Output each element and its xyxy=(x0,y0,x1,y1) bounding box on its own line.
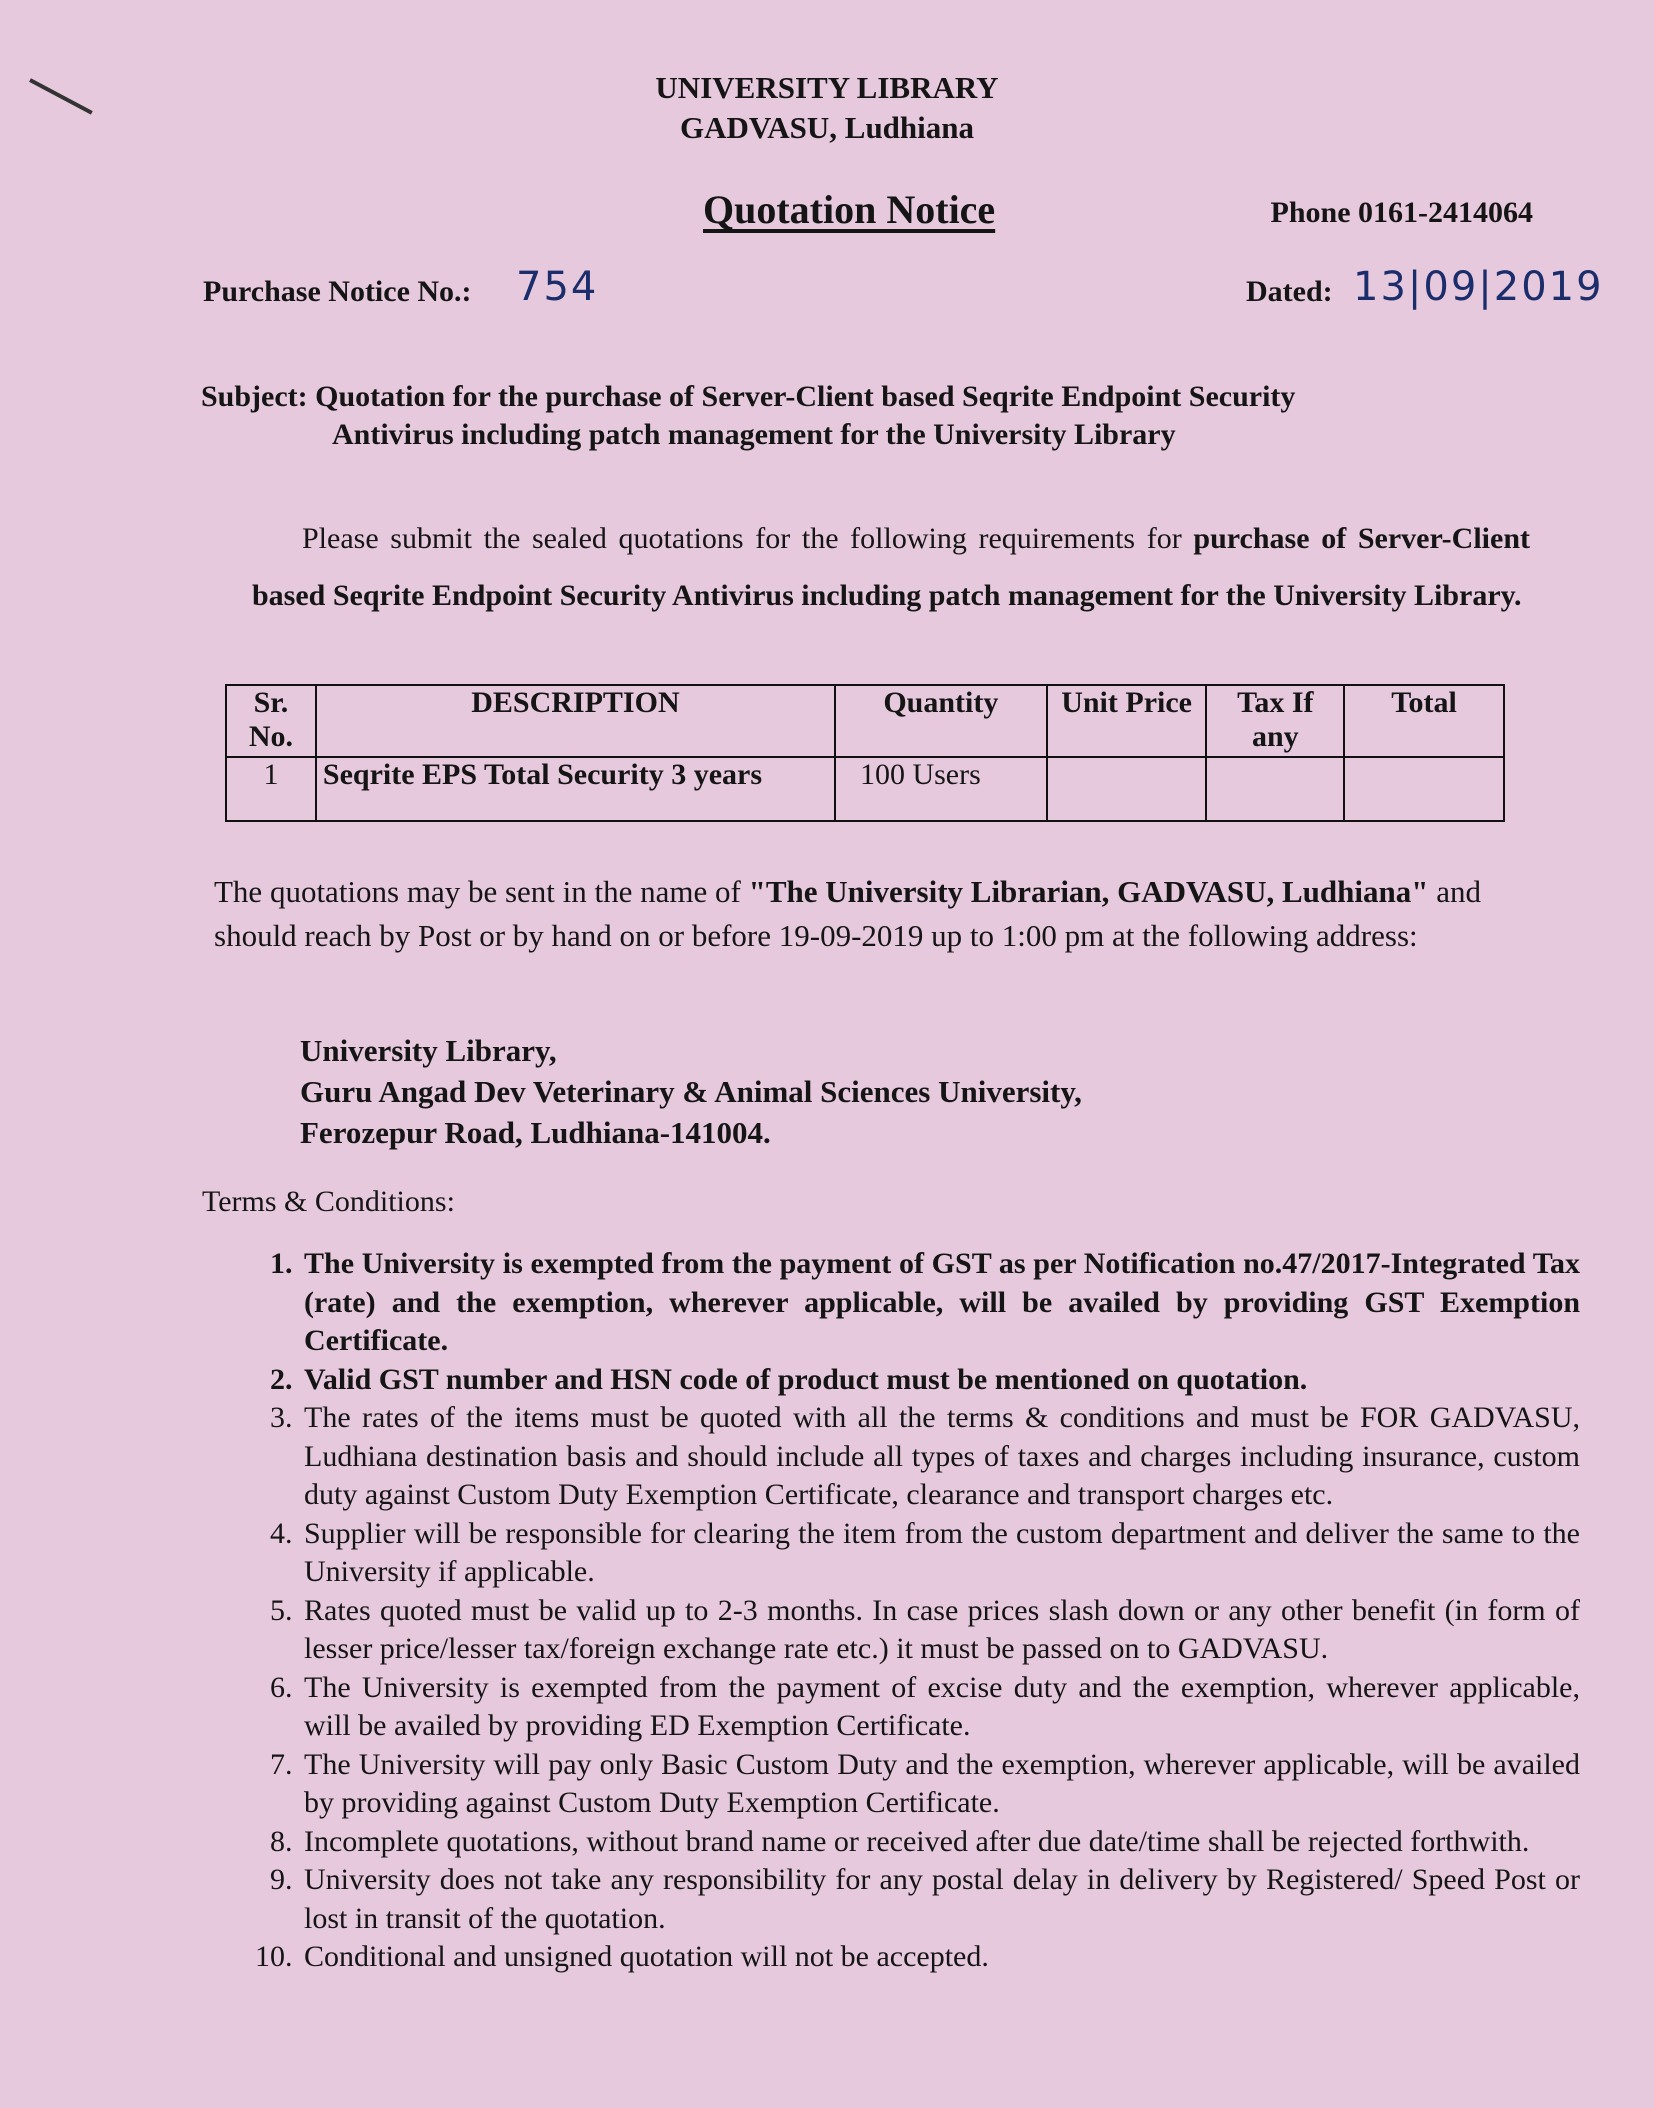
submission-addressee: "The University Librarian, GADVASU, Ludhiana" xyxy=(748,874,1429,909)
table-header-row xyxy=(226,685,1504,757)
purchase-notice-number: 754 xyxy=(516,264,599,310)
address-line-3: Ferozepur Road, Ludhiana-141004. xyxy=(300,1115,771,1150)
dated-label: Dated: xyxy=(1246,275,1333,308)
requirements-table xyxy=(225,684,1505,822)
submission-text-1: The quotations may be sent in the name of xyxy=(214,874,749,909)
org-name: UNIVERSITY LIBRARY xyxy=(655,70,999,105)
list-item: 4. Supplier will be responsible for clearing the item from the custom department and deliver the same to the University if applicable. xyxy=(300,1515,1580,1592)
purchase-notice-label: Purchase Notice No.: xyxy=(203,275,472,308)
cell-description: Seqrite EPS Total Security 3 years xyxy=(316,757,835,821)
cell-sr: 1 xyxy=(226,757,316,821)
phone-number: Phone 0161-2414064 xyxy=(1270,196,1533,229)
terms-list xyxy=(250,1245,1580,1977)
list-item: 1. The University is exempted from the payment of GST as per Notification no.47/2017-Integrated Tax (rate) and the exemption, wherever applicable, will be availed by providing GST Exemption Certificate. xyxy=(300,1245,1580,1361)
submission-text-2: and should reach by Post or by hand on or before 19-09-2019 up to 1:00 pm at the following address: xyxy=(214,874,1481,953)
org-location: GADVASU, Ludhiana xyxy=(679,110,975,145)
col-tax: Tax If any xyxy=(1206,685,1344,757)
subject xyxy=(201,378,1461,454)
submission-instructions xyxy=(214,870,1534,958)
list-item: 10. Conditional and unsigned quotation will not be accepted. xyxy=(300,1938,1580,1977)
cell-quantity: 100 Users xyxy=(835,757,1047,821)
list-item: 6. The University is exempted from the payment of excise duty and the exemption, wherever applicable, will be availed by providing ED Exemption Certificate. xyxy=(300,1669,1580,1746)
list-item: 5. Rates quoted must be valid up to 2-3 months. In case prices slash down or any other benefit (in form of lesser price/lesser tax/foreign exchange rate etc.) it must be passed on to GADVASU. xyxy=(300,1592,1580,1669)
dated-value: 13|09|2019 xyxy=(1353,264,1604,310)
table-row xyxy=(226,757,1504,821)
page-title: Quotation Notice xyxy=(703,187,996,232)
address-block xyxy=(300,1030,1082,1153)
intro-bold-text: purchase of Server-Client based Seqrite Endpoint Security Antivirus including patch management for the University Library. xyxy=(252,522,1530,612)
col-description: DESCRIPTION xyxy=(316,685,835,757)
col-sr-no: Sr. No. xyxy=(226,685,316,757)
col-unit-price: Unit Price xyxy=(1047,685,1207,757)
terms-heading: Terms & Conditions: xyxy=(202,1185,455,1218)
cell-unit-price xyxy=(1047,757,1207,821)
address-line-2: Guru Angad Dev Veterinary & Animal Sciences University, xyxy=(300,1074,1082,1109)
col-total: Total xyxy=(1344,685,1504,757)
list-item: 7. The University will pay only Basic Custom Duty and the exemption, wherever applicable, will be availed by providing against Custom Duty Exemption Certificate. xyxy=(300,1746,1580,1823)
address-line-1: University Library, xyxy=(300,1033,557,1068)
cell-tax xyxy=(1206,757,1344,821)
subject-line-1: Subject: Quotation for the purchase of Server-Client based Seqrite Endpoint Security xyxy=(201,380,1296,413)
intro-paragraph xyxy=(252,510,1530,624)
list-item: 2. Valid GST number and HSN code of product must be mentioned on quotation. xyxy=(300,1361,1580,1400)
col-quantity: Quantity xyxy=(835,685,1047,757)
list-item: 8. Incomplete quotations, without brand name or received after due date/time shall be rejected forthwith. xyxy=(300,1823,1580,1862)
intro-text: Please submit the sealed quotations for the following requirements for xyxy=(302,522,1182,555)
list-item: 3. The rates of the items must be quoted with all the terms & conditions and must be FOR GADVASU, Ludhiana destination basis and should include all types of taxes and charges including insurance, custom duty against Custom Duty Exemption Certificate, clearance and transport charges etc. xyxy=(300,1399,1580,1515)
list-item: 9. University does not take any responsibility for any postal delay in delivery by Registered/ Speed Post or lost in transit of the quotation. xyxy=(300,1861,1580,1938)
subject-line-2: Antivirus including patch management for the University Library xyxy=(332,418,1176,451)
cell-total xyxy=(1344,757,1504,821)
